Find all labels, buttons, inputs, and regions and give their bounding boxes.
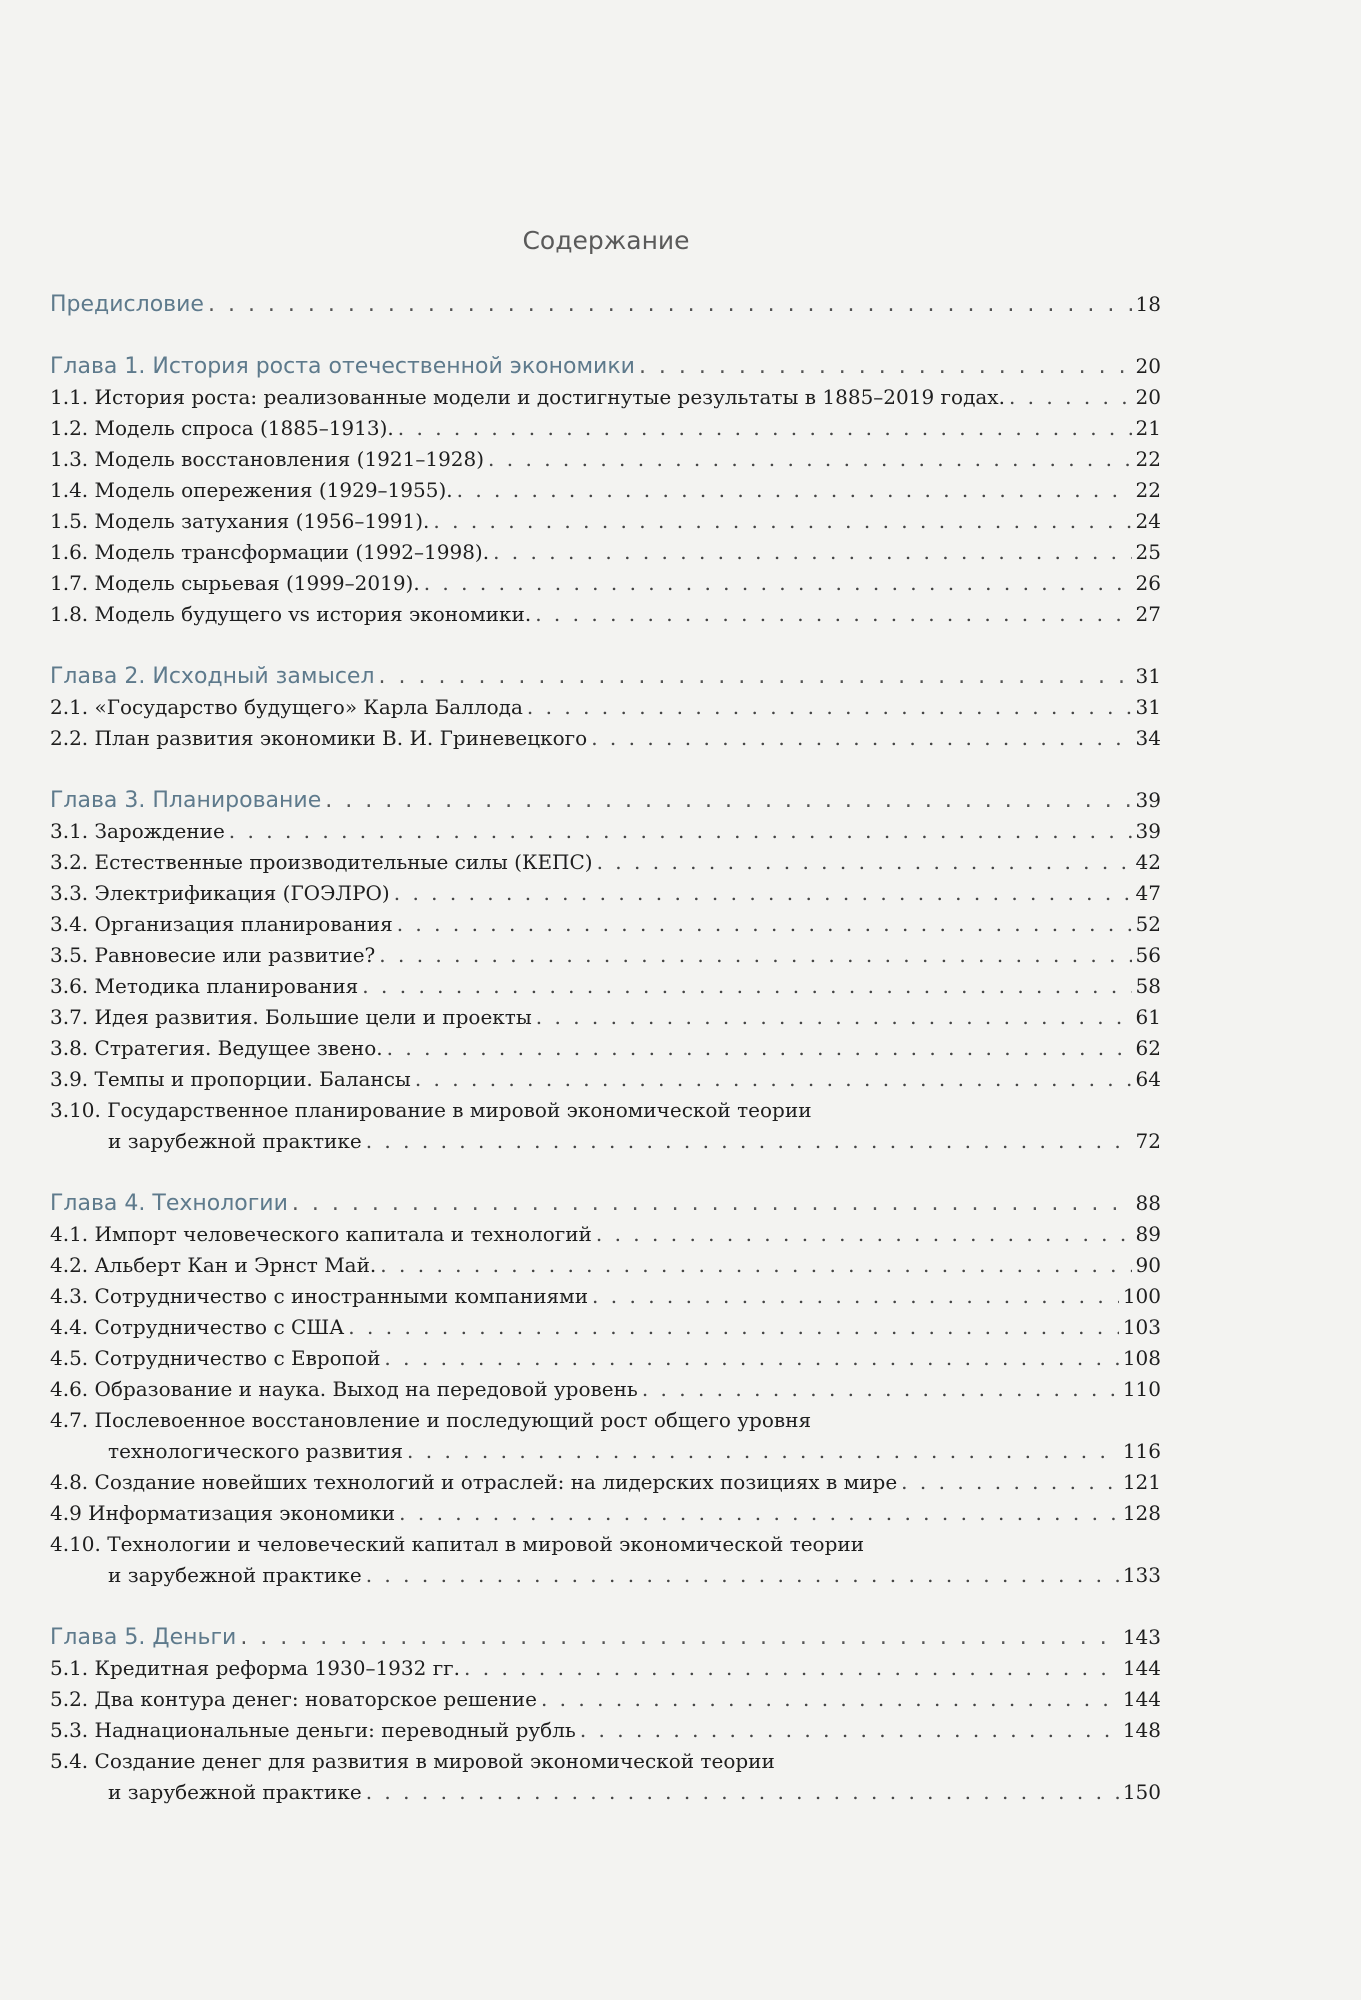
dot-leader — [292, 1190, 1132, 1218]
toc-entry-title: 5.2. Два контура денег: новаторское решение — [50, 1687, 537, 1711]
toc-section-entry — [50, 414, 1161, 442]
toc-page-number: 100 — [1122, 1284, 1161, 1308]
toc-section-entry — [50, 600, 1161, 628]
toc-section-entry — [50, 1096, 1161, 1124]
toc-entry-title: 4.3. Сотрудничество с иностранными компаниями — [50, 1284, 589, 1308]
toc-page-number: 72 — [1135, 1129, 1161, 1153]
dot-leader — [399, 1499, 1119, 1527]
toc-page-number: 144 — [1122, 1687, 1161, 1711]
toc-page-number: 90 — [1135, 1253, 1161, 1277]
dot-leader — [1009, 383, 1132, 411]
dot-leader — [384, 1344, 1118, 1372]
toc-entry-title: 3.3. Электрификация (ГОЭЛРО) — [50, 881, 390, 905]
toc-page-number: 121 — [1122, 1470, 1161, 1494]
toc-entry-title: 3.8. Стратегия. Ведущее звено. — [50, 1036, 383, 1060]
toc-section-entry — [108, 1778, 1161, 1806]
dot-leader — [591, 724, 1131, 752]
dot-leader — [536, 1003, 1132, 1031]
dot-leader — [394, 879, 1132, 907]
toc-entry-title: Глава 4. Технологии — [50, 1191, 288, 1216]
toc-entry-title: технологического развития — [108, 1439, 404, 1463]
toc-page-number: 108 — [1122, 1346, 1161, 1370]
toc-section-entry — [50, 848, 1161, 876]
toc-page-number: 34 — [1135, 726, 1161, 750]
dot-leader — [380, 1251, 1131, 1279]
toc-section-entry — [50, 383, 1161, 411]
toc-entry-title: 1.5. Модель затухания (1956–1991). — [50, 509, 430, 533]
dot-leader — [387, 1034, 1132, 1062]
toc-entry-title: 2.2. План развития экономики В. И. Гриневецкого — [50, 726, 588, 750]
toc-section-entry — [50, 1375, 1161, 1403]
toc-chapter-entry — [50, 1189, 1161, 1218]
dot-leader — [415, 1065, 1132, 1093]
toc-section-entry — [50, 1313, 1161, 1341]
toc-page-number: 21 — [1135, 416, 1161, 440]
toc-section-entry — [50, 879, 1161, 907]
toc-page-number: 22 — [1135, 478, 1161, 502]
toc-section-entry — [50, 445, 1161, 473]
toc-page-number: 58 — [1135, 974, 1161, 998]
toc-section-entry — [50, 1530, 1161, 1558]
toc-page-number: 62 — [1135, 1036, 1161, 1060]
dot-leader — [464, 1654, 1119, 1682]
dot-leader — [642, 1375, 1119, 1403]
dot-leader — [580, 1716, 1119, 1744]
toc-page-number: 116 — [1122, 1439, 1161, 1463]
dot-leader — [397, 910, 1132, 938]
toc-page-number: 20 — [1135, 354, 1161, 378]
dot-leader — [325, 787, 1131, 815]
toc-section-entry — [50, 538, 1161, 566]
dot-leader — [457, 476, 1132, 504]
dot-leader — [597, 848, 1132, 876]
toc-section-entry — [50, 1747, 1161, 1775]
toc-entry-title: 1.6. Модель трансформации (1992–1998). — [50, 540, 490, 564]
toc-section-entry — [50, 1406, 1161, 1434]
toc-section-entry — [50, 910, 1161, 938]
toc-section-entry — [50, 476, 1161, 504]
dot-leader — [362, 972, 1131, 1000]
toc-page-number: 31 — [1135, 664, 1161, 688]
toc-page-number: 150 — [1122, 1780, 1161, 1804]
toc-entry-title: 4.5. Сотрудничество с Европой — [50, 1346, 381, 1370]
toc-page-number: 18 — [1135, 292, 1161, 316]
dot-leader — [596, 1220, 1132, 1248]
toc-entry-title: Глава 1. История роста отечественной экономики — [50, 354, 635, 379]
toc-section-entry — [50, 817, 1161, 845]
toc-page-number: 26 — [1135, 571, 1161, 595]
toc-entry-title: 1.2. Модель спроса (1885–1913). — [50, 416, 394, 440]
toc-section-entry — [50, 1034, 1161, 1062]
toc-section-entry — [50, 1499, 1161, 1527]
page-title: Содержание — [522, 226, 690, 255]
toc-section-entry — [50, 1003, 1161, 1031]
toc-section-entry — [50, 1065, 1161, 1093]
toc-entry-title: 3.10. Государственное планирование в мировой экономической теории — [50, 1098, 812, 1122]
dot-leader — [424, 569, 1132, 597]
toc-entry-title: Предисловие — [50, 292, 204, 317]
toc-chapter-entry — [50, 352, 1161, 381]
toc-section-entry — [50, 693, 1161, 721]
toc-page-number: 39 — [1135, 788, 1161, 812]
toc-entry-title: 5.3. Наднациональные деньги: переводный рубль — [50, 1718, 576, 1742]
dot-leader — [348, 1313, 1119, 1341]
toc-entry-title: и зарубежной практике — [108, 1563, 362, 1587]
dot-leader — [407, 1437, 1119, 1465]
toc-section-entry — [50, 1282, 1161, 1310]
toc-entry-title: 4.2. Альберт Кан и Эрнст Май. — [50, 1253, 377, 1277]
toc-page-number: 39 — [1135, 819, 1161, 843]
toc-section-entry — [50, 569, 1161, 597]
toc-page-number: 24 — [1135, 509, 1161, 533]
dot-leader — [527, 693, 1132, 721]
toc-entry-title: 3.4. Организация планирования — [50, 912, 393, 936]
toc-entry-title: 2.1. «Государство будущего» Карла Баллода — [50, 695, 523, 719]
toc-section-entry — [50, 941, 1161, 969]
dot-leader — [366, 1778, 1119, 1806]
toc-chapter-entry — [50, 290, 1161, 319]
toc-page-number: 148 — [1122, 1718, 1161, 1742]
toc-section-entry — [108, 1127, 1161, 1155]
toc-section-entry — [108, 1437, 1161, 1465]
toc-page-number: 25 — [1135, 540, 1161, 564]
dot-leader — [366, 1561, 1119, 1589]
toc-entry-title: 3.1. Зарождение — [50, 819, 225, 843]
toc-page-number: 143 — [1122, 1625, 1161, 1649]
toc-entry-title: и зарубежной практике — [108, 1780, 362, 1804]
dot-leader — [398, 414, 1132, 442]
toc-entry-title: 4.10. Технологии и человеческий капитал в мировой экономической теории — [50, 1532, 865, 1556]
toc-section-entry — [50, 507, 1161, 535]
dot-leader — [493, 538, 1131, 566]
toc-chapter-entry — [50, 786, 1161, 815]
toc-section-entry — [50, 1716, 1161, 1744]
toc-page-number: 133 — [1122, 1563, 1161, 1587]
toc-entry-title: 4.7. Послевоенное восстановление и последующий рост общего уровня — [50, 1408, 812, 1432]
toc-section-entry — [50, 1685, 1161, 1713]
toc-page-number: 89 — [1135, 1222, 1161, 1246]
toc-entry-title: Глава 2. Исходный замысел — [50, 664, 375, 689]
toc-page-number: 128 — [1122, 1501, 1161, 1525]
toc-entry-title: Глава 5. Деньги — [50, 1625, 237, 1650]
toc-page-number: 88 — [1135, 1191, 1161, 1215]
toc-page-number: 42 — [1135, 850, 1161, 874]
toc-entry-title: 4.4. Сотрудничество с США — [50, 1315, 345, 1339]
toc-section-entry — [50, 724, 1161, 752]
toc-entry-title: 1.1. История роста: реализованные модели и достигнутые результаты в 1885–2019 годах. — [50, 385, 1005, 409]
toc-page-number: 47 — [1135, 881, 1161, 905]
toc-entry-title: 4.6. Образование и наука. Выход на передовой уровень — [50, 1377, 638, 1401]
toc-chapter-entry — [50, 1623, 1161, 1652]
dot-leader — [433, 507, 1131, 535]
toc-entry-title: 5.1. Кредитная реформа 1930–1932 гг. — [50, 1656, 461, 1680]
toc-entry-title: 1.4. Модель опережения (1929–1955). — [50, 478, 453, 502]
toc-entry-title: 1.7. Модель сырьевая (1999–2019). — [50, 571, 420, 595]
toc-entry-title: и зарубежной практике — [108, 1129, 362, 1153]
dot-leader — [488, 445, 1132, 473]
toc-entry-title: 3.5. Равновесие или развитие? — [50, 943, 376, 967]
toc-page-number: 103 — [1122, 1315, 1161, 1339]
toc-section-entry — [50, 1344, 1161, 1372]
dot-leader — [639, 353, 1132, 381]
dot-leader — [366, 1127, 1132, 1155]
toc-page-number: 27 — [1135, 602, 1161, 626]
toc-page-number: 61 — [1135, 1005, 1161, 1029]
toc-page-number: 144 — [1122, 1656, 1161, 1680]
dot-leader — [208, 291, 1132, 319]
toc-page-number: 52 — [1135, 912, 1161, 936]
toc-section-entry — [50, 1468, 1161, 1496]
toc-entry-title: 3.7. Идея развития. Большие цели и проекты — [50, 1005, 532, 1029]
toc-page-number: 110 — [1122, 1377, 1161, 1401]
toc-page-number: 64 — [1135, 1067, 1161, 1091]
toc-section-entry — [108, 1561, 1161, 1589]
toc-page-number: 56 — [1135, 943, 1161, 967]
toc-section-entry — [50, 1654, 1161, 1682]
toc-section-entry — [50, 1220, 1161, 1248]
toc-page-number: 31 — [1135, 695, 1161, 719]
toc-entry-title: 3.6. Методика планирования — [50, 974, 359, 998]
toc-page-number: 20 — [1135, 385, 1161, 409]
dot-leader — [541, 1685, 1119, 1713]
toc-entry-title: 4.8. Создание новейших технологий и отраслей: на лидерских позициях в мире — [50, 1470, 898, 1494]
toc-entry-title: 1.3. Модель восстановления (1921–1928) — [50, 447, 485, 471]
dot-leader — [901, 1468, 1119, 1496]
toc-section-entry — [50, 972, 1161, 1000]
toc-entry-title: Глава 3. Планирование — [50, 788, 322, 813]
toc-section-entry — [50, 1251, 1161, 1279]
dot-leader — [379, 941, 1131, 969]
toc-entry-title: 4.1. Импорт человеческого капитала и технологий — [50, 1222, 592, 1246]
toc-entry-title: 4.9 Информатизация экономики — [50, 1501, 396, 1525]
toc-entry-title: 3.2. Естественные производительные силы (КЕПС) — [50, 850, 593, 874]
toc-entry-title: 5.4. Создание денег для развития в мировой экономической теории — [50, 1749, 775, 1773]
dot-leader — [535, 600, 1131, 628]
dot-leader — [229, 817, 1132, 845]
dot-leader — [240, 1624, 1119, 1652]
toc-entry-title: 3.9. Темпы и пропорции. Балансы — [50, 1067, 411, 1091]
toc-chapter-entry — [50, 662, 1161, 691]
toc-entry-title: 1.8. Модель будущего vs история экономики. — [50, 602, 532, 626]
toc-page-number: 22 — [1135, 447, 1161, 471]
dot-leader — [379, 663, 1132, 691]
dot-leader — [592, 1282, 1119, 1310]
